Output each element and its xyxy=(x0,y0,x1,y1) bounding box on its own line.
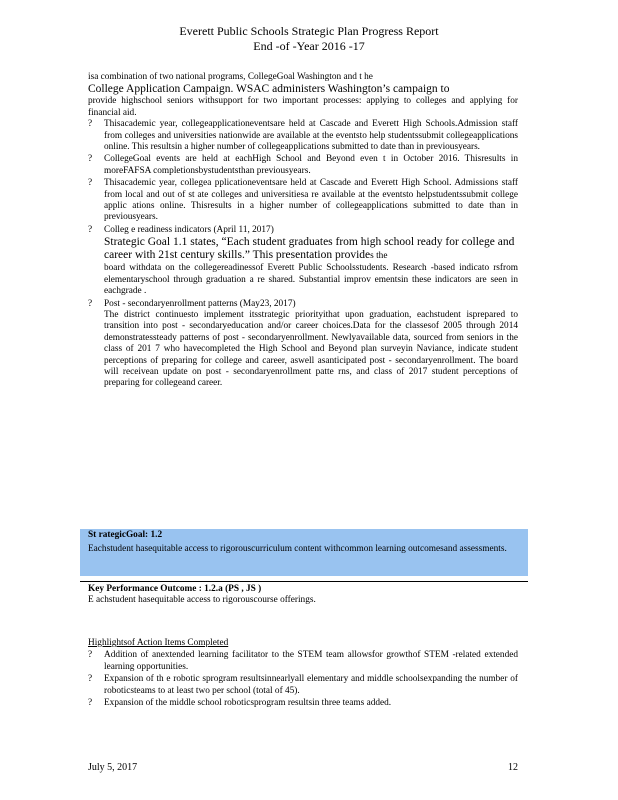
report-body xyxy=(88,72,518,390)
list-item-heading: Colleg e readiness indicators (April 11, 2017) xyxy=(104,224,274,235)
list-item-text: The district continuesto implement itsstrategic priorityithat upon graduation, eachstudent isprepared to transition into post - secondaryeducation and/or career choices.Data for the classesof 2005 through 2014 demonstratessteady patterns of post - secondaryenrollment. Newlyavailable data, sourced from seniors in the class of 201 7 who havecompleted the High School and Beyond plan surveyin Naviance, indicate student perceptions of preparing for college and career, aswell asanticipated post - secondaryenrollment. The board will receivean update on post - secondaryenrollment patte rns, and class of 2017 student perceptions of preparing for collegeand career. xyxy=(104,309,518,389)
list-item-text: CollegeGoal events are held at eachHigh School and Beyond even t in October 2016. Thisresults in moreFAFSA completionsbystudentsthan previousyears. xyxy=(104,154,518,176)
list-item xyxy=(88,674,518,697)
bullet-glyph: ? xyxy=(88,674,93,685)
list-item-text: Addition of anextended learning facilitator to the STEM team allowsfor growthof STEM -related extended learning opportunities. xyxy=(104,650,518,672)
list-item xyxy=(88,299,518,390)
key-performance-outcome xyxy=(88,584,518,607)
list-item xyxy=(88,698,518,709)
report-header xyxy=(0,24,618,54)
highlights-section xyxy=(88,638,518,709)
footer-date: July 5, 2017 xyxy=(88,762,138,773)
list-item-heading: Post - secondaryenrollment patterns (May23, 2017) xyxy=(104,298,296,309)
bullet-glyph: ? xyxy=(88,698,93,709)
list-item-text: Expansion of the middle school roboticsprogram resultsin three teams added. xyxy=(104,698,392,709)
highlights-title: Highlightsof Action Items Completed xyxy=(88,638,229,648)
list-item-text: Expansion of th e robotic sprogram resultsinnearlyall elementary and middle schoolsexpanding the number of roboticsteams to at least two per school (total of 45). xyxy=(104,674,518,696)
intro-campaign-text: College Application Campaign. WSAC administers Washington’s campaign to xyxy=(88,83,450,96)
bullet-glyph: ? xyxy=(88,119,93,130)
list-item xyxy=(88,119,518,153)
list-item xyxy=(88,225,518,298)
kpi-title: Key Performance Outcome : 1.2.a (PS , JS ) xyxy=(88,584,262,594)
quote-tail: s the xyxy=(370,251,388,262)
strategic-goal-quote xyxy=(104,236,518,263)
bullet-glyph: ? xyxy=(88,178,93,189)
bullet-glyph: ? xyxy=(88,650,93,661)
list-item xyxy=(88,154,518,177)
list-item-text: board withdata on the collegereadinessof Everett Public Schoolsstudents. Research -based indicato rsfrom elementaryschool through graduation a re shared. Substantial improv ementsin these indicators are seen in eachgrade . xyxy=(104,263,518,297)
list-item-text: Thisacademic year, collegeapplicationeventsare held at Cascade and Everett High Schools.Admission staff from colleges and universities nationwide are available at the eventsto help studentssubmit collegeapplications online. This resultsin a higher number of collegeapplications submitted to date than in previousyears. xyxy=(104,119,518,153)
list-item-text: Thisacademic year, collegea pplicationeventsare held at Cascade and Everett High School. Admissions staff from local and out of st ate colleges and universitiesa re available at the eventsto helpstudentssubmit college applic ations online. Thisresults in a higher number of collegeapplications submitted to date than in previousyears. xyxy=(104,178,518,223)
intro-line: isa combination of two national programs, CollegeGoal Washington and t he xyxy=(88,72,373,82)
bullet-glyph: ? xyxy=(88,224,93,235)
divider xyxy=(80,581,528,582)
kpi-text: E achstudent hasequitable access to rigorouscourse offerings. xyxy=(88,595,316,606)
page-number: 12 xyxy=(508,762,518,773)
report-title: Everett Public Schools Strategic Plan Progress Report xyxy=(179,24,439,38)
list-item xyxy=(88,650,518,673)
intro-rest: provide highschool seniors withsupport for two important processes: applying to colleges and applying for financial aid. xyxy=(88,96,518,118)
strategic-goal-box xyxy=(80,529,528,576)
bullet-glyph: ? xyxy=(88,298,93,309)
report-subtitle: End -of -Year 2016 -17 xyxy=(253,39,365,53)
strategic-goal-title: St rategicGoal: 1.2 xyxy=(88,530,163,540)
list-item xyxy=(88,178,518,224)
bullet-glyph: ? xyxy=(88,154,93,165)
quote-text: Strategic Goal 1.1 states, “Each student graduates from high school ready for college and career with 21st century skills.” This presentation provide xyxy=(104,236,515,262)
strategic-goal-text: Eachstudent hasequitable access to rigorouscurriculum content withcommon learning outcomesand assessments. xyxy=(88,544,507,555)
